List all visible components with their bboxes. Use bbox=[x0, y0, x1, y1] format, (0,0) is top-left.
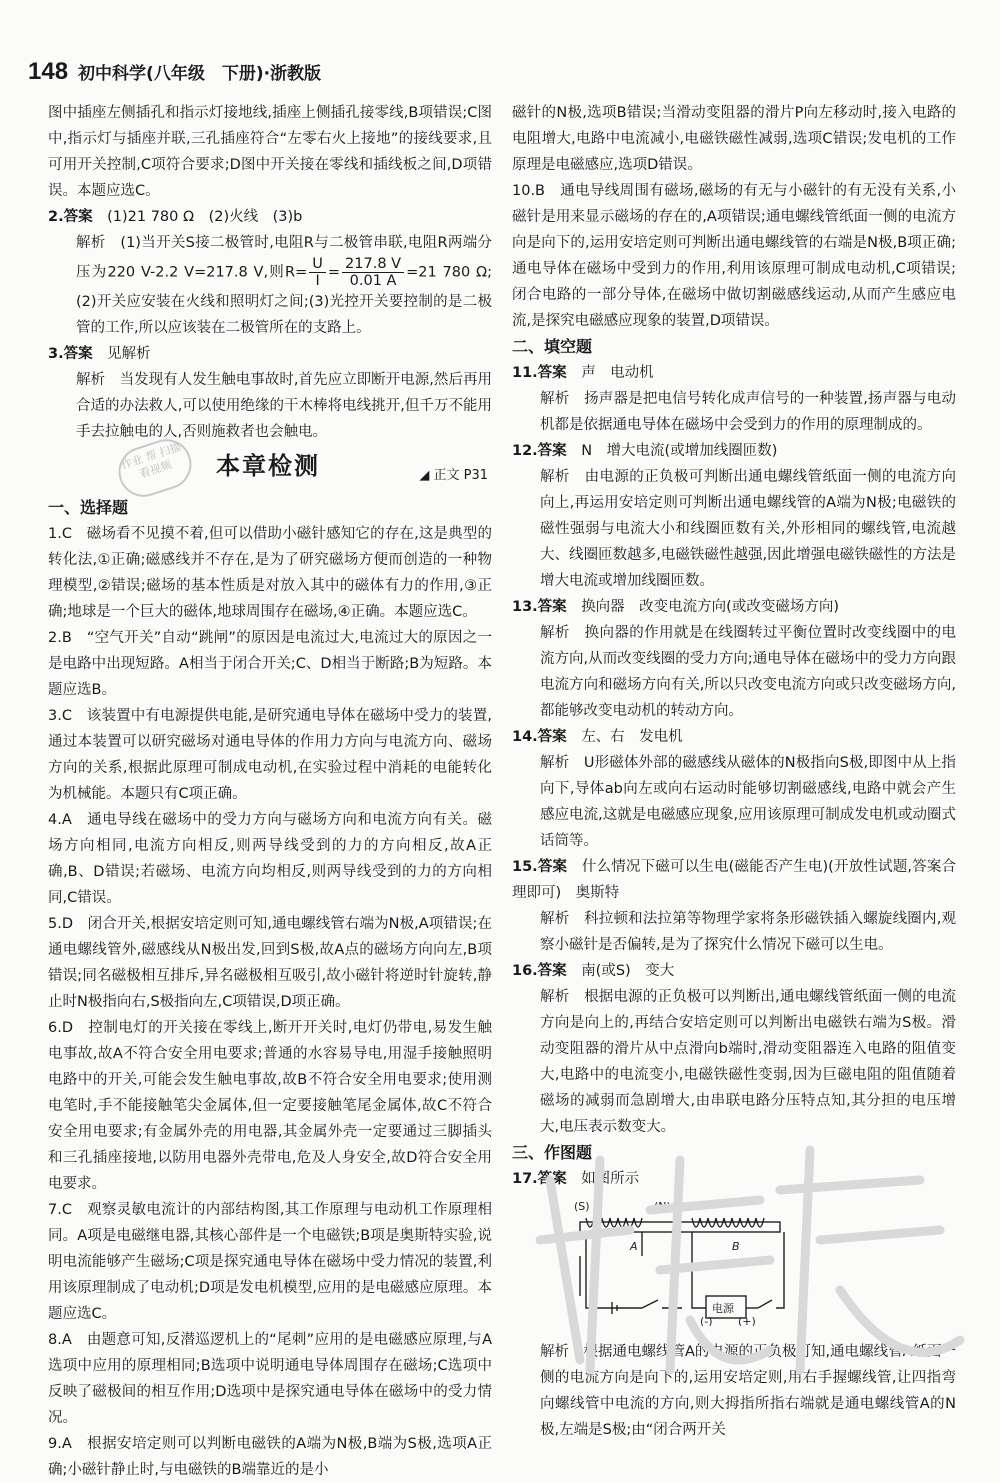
chapter-page-ref: ◢ 正文 P31 bbox=[419, 468, 488, 483]
fraction-u-over-i bbox=[309, 256, 326, 289]
solenoid-b-label: B bbox=[732, 1240, 740, 1253]
page-header bbox=[28, 58, 321, 88]
answer-item: 9.A 根据安培定则可以判断电磁铁的A端为N极,B端为S极,选项A正确;小磁针静止时,与电磁铁的B端靠近的是小 bbox=[48, 1436, 492, 1478]
q3-explanation: 解析 当发现有人发生触电事故时,首先应立即断开电源,然后再用合适的办法救人,可以使用绝缘的干木棒将电线挑开,但千万不能用手去拉触电的人,否则施救者也会触电。 bbox=[76, 372, 492, 440]
q15-answer-head: 15.答案 bbox=[512, 859, 568, 875]
answer-item: 7.C 观察灵敏电流计的内部结构图,其工作原理与电动机工作原理相同。A项是电磁继电器,其核心部件是一个电磁铁;B项是奥斯特实验,说明电流能够产生磁场;C项是探究通电导体在磁场中受力情况的装置,利用该原理制成了电动机;D项是发电机模型,应用的是电磁感应原理。本题应选C。 bbox=[48, 1202, 492, 1322]
section-fill: 二、填空题 bbox=[512, 337, 593, 356]
q17-explanation: 解析 根据通电螺线管A的电源的正负极可知,通电螺线管A纸面一侧的电流方向是向下的,运用安培定则,用右手握螺线管,让四指弯向螺线管中电流的方向,则大拇指所指右端就是通电螺线管A的N极,左端是S极;由“闭合两开关 bbox=[540, 1344, 956, 1438]
prev-answer-continuation: 图中插座左侧插孔和指示灯接地线,插座上侧插孔接零线,B项错误;C图中,指示灯与插座并联,三孔插座符合“左零右火上接地”的接线要求,且可用开关控制,C项符合要求;D图中开关接在零线和插线板之间,D项错误。本题应选C。 bbox=[48, 105, 492, 199]
chapter-heading bbox=[48, 440, 492, 493]
switch-left bbox=[642, 1300, 658, 1308]
q17-answer-head: 17.答案 bbox=[512, 1171, 567, 1187]
solenoid-circuit-diagram bbox=[572, 1196, 792, 1326]
equals-sign: = bbox=[327, 264, 341, 281]
q3-answer-head: 3.答案 bbox=[48, 346, 93, 362]
q13-answer-head: 13.答案 bbox=[512, 599, 567, 615]
answer-item: 5.D 闭合开关,根据安培定则可知,通电螺线管右端为N极,A项错误;在通电螺线管外,磁感线从N极出发,回到S极,故A点的磁场方向向左,B项错误;同名磁极相互排斥,异名磁极相互吸引,故小磁针将逆时针旋转,静止时N极指向右,S极指向左,C项错误,D项正确。 bbox=[48, 916, 492, 1010]
q14-answer: 左、右 发电机 bbox=[581, 729, 683, 745]
q11-answer: 声 电动机 bbox=[581, 365, 654, 381]
q12-answer: N 增大电流(或增加线圈匝数) bbox=[581, 443, 778, 459]
q16-answer-head: 16.答案 bbox=[512, 963, 567, 979]
q2-answer: (1)21 780 Ω (2)火线 (3)b bbox=[107, 209, 303, 225]
chapter-title: 本章检测 bbox=[216, 452, 320, 480]
wire-right bbox=[776, 1232, 784, 1308]
q14-answer-head: 14.答案 bbox=[512, 729, 567, 745]
q2-explanation-a: 解析 (1)当开关S接二极管时,电阻R与二极管串联,电阻R两端分压为220 V-2.2 V=217.8 V,则R= bbox=[76, 235, 492, 281]
answer-item: 1.C 磁场看不见摸不着,但可以借助小磁针感知它的存在,这是典型的转化法,①正确;磁感线并不存在,是为了研究磁场方便而创造的一种物理模型,②错误;磁场的基本性质是对放入其中的磁体有力的作用,③正确;地球是一个巨大的磁体,地球周围存在磁场,④正确。本题应选C。 bbox=[48, 526, 492, 620]
homework-stamp: 作业 帮 扫描 看视频 bbox=[112, 433, 198, 503]
fraction-numerator: 217.8 V bbox=[342, 256, 404, 273]
q16-explanation: 解析 根据电源的正负极可以判断出,通电螺线管纸面一侧的电流方向是向上的,再结合安培定则可以判断出电磁铁右端为S极。滑动变阻器的滑片从中点滑向b端时,滑动变阻器连入电路的阻值变大,电路中的电流变小,电磁铁磁性变弱,因为巨磁电阻的阻值随着磁场的减弱而急剧增大,由串联电路分压特点知,其分担的电压增大,电压表示数变大。 bbox=[540, 989, 956, 1135]
q12-explanation: 解析 由电源的正负极可判断出通电螺线管纸面一侧的电流方向向上,再运用安培定则可判断出通电螺线管的A端为N极;电磁铁的磁性强弱与电流大小和线圈匝数有关,外形相同的螺线管,电流越大、线圈匝数越多,电磁铁磁性越强,因此增强电磁铁磁性的方法是增大电流或增加线圈匝数。 bbox=[540, 469, 956, 589]
answer-item: 8.A 由题意可知,反潜巡逻机上的“尾刺”应用的是电磁感应原理,与A选项中应用的原理相同;B选项中说明通电导体周围存在磁场;C选项中反映了磁极间的相互作用;D选项中是探究通电导体在磁场中的受力情况。 bbox=[48, 1332, 492, 1426]
section-choice: 一、选择题 bbox=[48, 498, 129, 517]
fraction-denominator: I bbox=[315, 273, 320, 289]
fraction-numerator: U bbox=[309, 256, 326, 273]
fraction-values bbox=[342, 256, 404, 289]
q15-explanation: 解析 科拉顿和法拉第等物理学家将条形磁铁插入螺旋线圈内,观察小磁针是否偏转,是为了探究什么情况下磁可以生电。 bbox=[540, 911, 956, 953]
page-number: 148 bbox=[28, 58, 69, 85]
q2-explanation-b: =21 780 Ω;(2)开关应安装在火线和照明灯之间;(3)光控开关要控制的是二极管的工作,所以应该装在二极管所在的支路上。 bbox=[76, 264, 492, 336]
book-title: 初中科学(八年级 下册)·浙教版 bbox=[78, 64, 322, 84]
switch-right bbox=[758, 1300, 772, 1308]
q11-answer-head: 11.答案 bbox=[512, 365, 567, 381]
q12-answer-head: 12.答案 bbox=[512, 443, 567, 459]
section-drawing: 三、作图题 bbox=[512, 1143, 593, 1162]
left-column bbox=[48, 100, 492, 1483]
fraction-denominator: 0.01 A bbox=[349, 273, 397, 289]
answer-item: 6.D 控制电灯的开关接在零线上,断开开关时,电灯仍带电,易发生触电事故,故A不符合安全用电要求;普通的水容易导电,用湿手接触照明电路中的开关,可能会发生触电事故,故B不符合安全用电要求;使用测电笔时,手不能接触笔尖金属体,但一定要接触笔尾金属体,故C不符合安全用电要求;有金属外壳的用电器,其金属外壳一定要通过三脚插头和三孔插座接地,以防用电器外壳带电,危及人身安全,故D符合安全用电要求。 bbox=[48, 1020, 492, 1192]
q15-answer: 什么情况下磁可以生电(磁能否产生电)(开放性试题,答案合理即可) 奥斯特 bbox=[512, 859, 957, 901]
power-source-label: 电源 bbox=[712, 1302, 734, 1315]
q13-explanation: 解析 换向器的作用就是在线圈转过平衡位置时改变线圈中的电流方向,从而改变线圈的受力方向;通电导体在磁场中的受力方向跟电流方向和磁场方向有关,所以只改变电流方向或只改变磁场方向,都能够改变电动机的转动方向。 bbox=[540, 625, 956, 719]
q17-answer: 如图所示 bbox=[581, 1171, 640, 1187]
answer-item: 4.A 通电导线在磁场中的受力方向与磁场方向和电流方向有关。磁场方向相同,电流方向相反,则两导线受到的力的方向相反,故A正确,B、D错误;若磁场、电流方向均相反,则两导线受到的力的方向相同,C错误。 bbox=[48, 812, 492, 906]
solenoid-a-label: A bbox=[630, 1240, 638, 1253]
q11-explanation: 解析 扬声器是把电信号转化成声信号的一种装置,扬声器与电动机都是依据通电导体在磁场中会受到力的作用的原理制成的。 bbox=[540, 391, 956, 433]
minus-label: (-) bbox=[700, 1315, 713, 1326]
q14-explanation: 解析 U形磁体外部的磁感线从磁体的N极指向S极,即图中从上指向下,导体ab向左或向右运动时能够切割磁感线,电路中就会产生感应电流,这就是电磁感应现象,应用该原理可制成发电机或动圈式话筒等。 bbox=[540, 755, 956, 849]
answer-item: 2.B “空气开关”自动“跳闸”的原因是电流过大,电流过大的原因之一是电路中出现短路。A相当于闭合开关;C、D相当于断路;B为短路。本题应选B。 bbox=[48, 630, 492, 698]
answer-item: 3.C 该装置中有电源提供电能,是研究通电导体在磁场中受力的装置,通过本装置可以研究磁场对通电导体的作用力方向与电流方向、磁场方向的关系,根据此原理可制成电动机,在实验过程中消耗的电能转化为机械能。本题只有C项正确。 bbox=[48, 708, 492, 802]
wire-b-left bbox=[692, 1232, 706, 1308]
q9-continuation: 磁针的N极,选项B错误;当滑动变阻器的滑片P向左移动时,接入电路的电阻增大,电路中电流减小,电磁铁磁性减弱,选项C错误;发电机的工作原理是电磁感应,选项D错误。 bbox=[512, 105, 956, 173]
right-column bbox=[512, 100, 956, 1443]
s-pole-label: (S) bbox=[574, 1200, 590, 1213]
plus-label: (+) bbox=[738, 1315, 756, 1326]
n-pole-label: (N) bbox=[654, 1200, 671, 1213]
q13-answer: 换向器 改变电流方向(或改变磁场方向) bbox=[581, 599, 839, 615]
q16-answer: 南(或S) 变大 bbox=[581, 963, 675, 979]
q2-explanation bbox=[48, 230, 492, 341]
q2-answer-head: 2.答案 bbox=[48, 209, 93, 225]
q3-answer: 见解析 bbox=[107, 346, 151, 362]
answer-item: 10.B 通电导线周围有磁场,磁场的有无与小磁针的有无没有关系,小磁针是用来显示磁场的存在的,A项错误;通电螺线管纸面一侧的电流方向是向下的,运用安培定则可判断出通电螺线管的右端是N极,B项正确;通电导体在磁场中受到力的作用,利用该原理可制成电动机,C项错误;闭合电路的一部分导体,在磁场中做切割磁感线运动,从而产生感应电流,是探究电磁感应现象的装置,D项错误。 bbox=[512, 183, 956, 329]
